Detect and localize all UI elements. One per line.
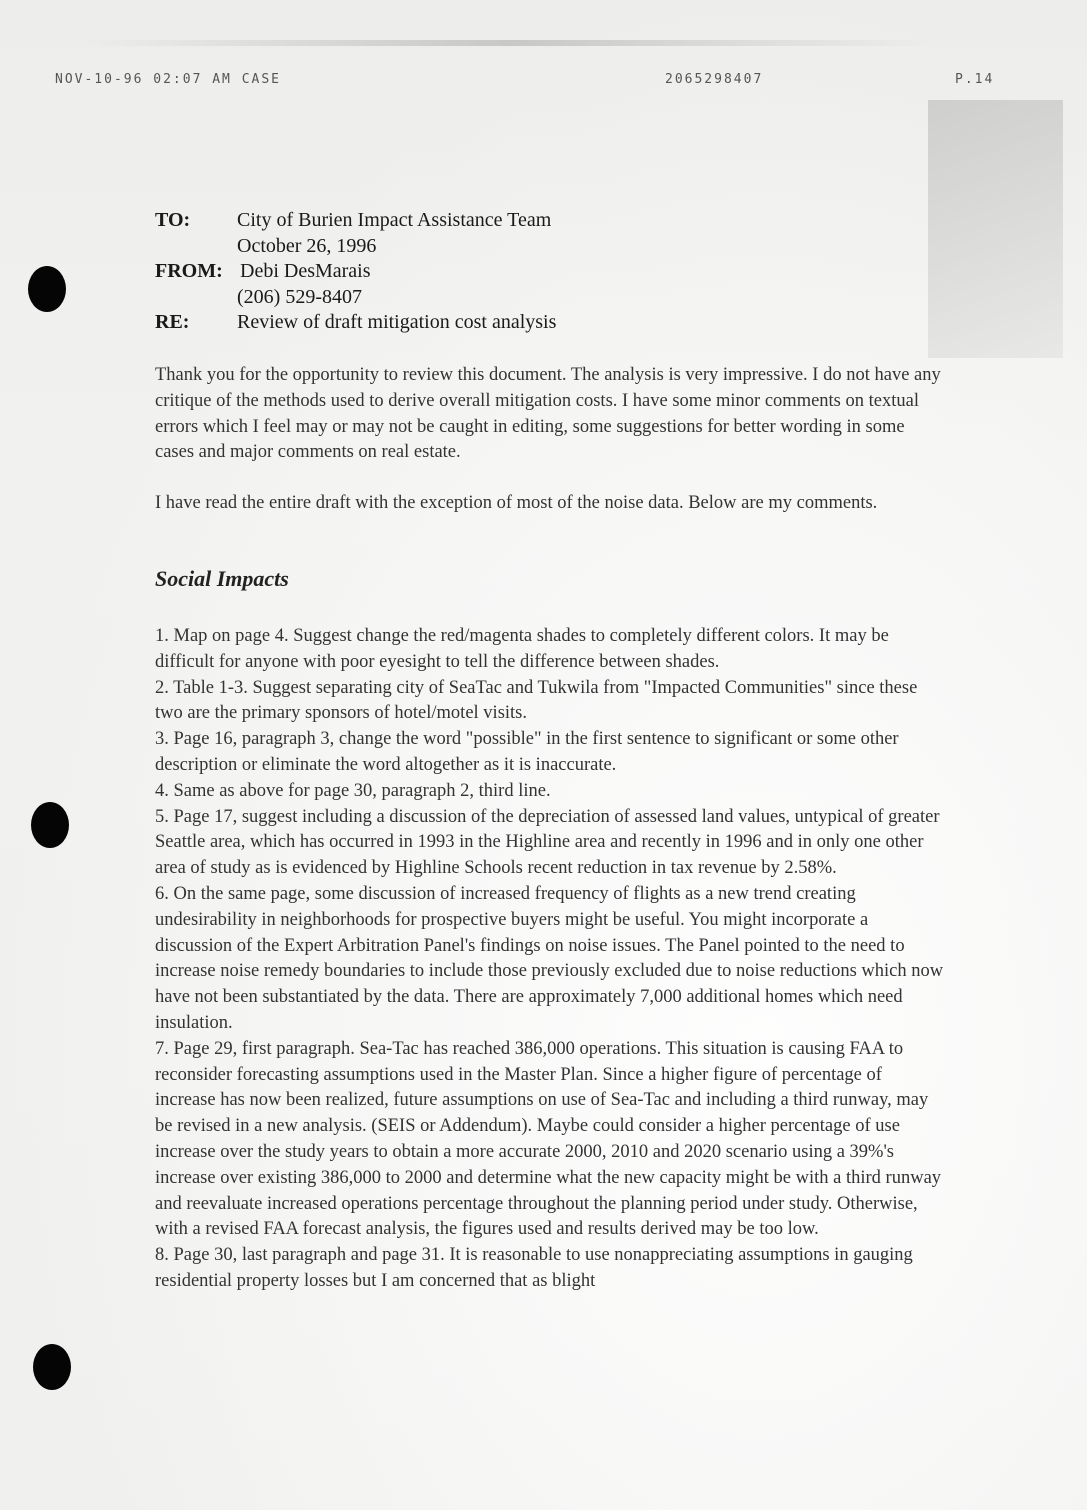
- list-item: 7. Page 29, first paragraph. Sea-Tac has reached 386,000 operations. This situation is causing FAA to reconsider forecasting assumptions used in the Master Plan. Since a higher figure of percentage of increase has now been realized, future assumptions on use of Sea-Tac and including a third runway, may be revised in a new analysis. (SEIS or Addendum). Maybe could consider a higher percentage of use increase over the study years to obtain a more accurate 2000, 2010 and 2020 scenario using a 39%'s increase over existing 386,000 to 2000 and determine what the new capacity might be with a third runway and reevaluate increased operations percentage throughout the planning period under study. Otherwise, with a revised FAA forecast analysis, the figures used and results derived may be too low.: [155, 1038, 942, 1240]
- memo-re-row: [155, 310, 715, 336]
- scan-streak: [80, 40, 940, 46]
- section-heading: Social Impacts: [155, 566, 289, 591]
- memo-to-label: TO:: [155, 209, 191, 231]
- punch-hole: [28, 266, 66, 312]
- memo-from-row: [155, 259, 715, 285]
- page-corner-shadow: [928, 100, 1063, 358]
- list-item: 5. Page 17, suggest including a discussion of the depreciation of assessed land values, untypical of greater Seattle area, which has occurred in 1993 in the Highline area and recently in 1996 and in only one other area of study as is evidenced by Highline Schools recent reduction in tax revenue by 2.58%.: [155, 806, 940, 879]
- fax-header-datetime: NOV-10-96 02:07 AM CASE: [55, 72, 282, 87]
- punch-hole: [33, 1344, 71, 1390]
- list-item: 2. Table 1-3. Suggest separating city of SeaTac and Tukwila from "Impacted Communities" since these two are the primary sponsors of hotel/motel visits.: [155, 677, 918, 724]
- punch-hole: [31, 802, 69, 848]
- list-item: 6. On the same page, some discussion of increased frequency of flights as a new trend creating undesirability in neighborhoods for prospective buyers might be useful. You might incorporate a discussion of the Expert Arbitration Panel's findings on noise issues. The Panel pointed to the need to increase noise remedy boundaries to include those previously excluded due to noise reductions which now have not been substantiated by the data. There are approximately 7,000 additional homes which need insulation.: [155, 883, 944, 1033]
- list-item: 4. Same as above for page 30, paragraph 2, third line.: [155, 780, 551, 801]
- list-item: 8. Page 30, last paragraph and page 31. It is reasonable to use nonappreciating assumptions in gauging residential property losses but I am concerned that as blight: [155, 1245, 913, 1291]
- list-item: 1. Map on page 4. Suggest change the red/magenta shades to completely different colors. It may be difficult for anyone with poor eyesight to tell the difference between shades.: [155, 626, 889, 672]
- memo-re-label: RE:: [155, 311, 190, 333]
- memo-phone-row: [155, 285, 715, 311]
- list-item: 3. Page 16, paragraph 3, change the word "possible" in the first sentence to significant or some other description or eliminate the word altogether as it is inaccurate.: [155, 729, 899, 775]
- memo-to-value: City of Burien Impact Assistance Team: [237, 209, 552, 231]
- fax-header-page: P.14: [955, 72, 995, 87]
- memo-header: [155, 208, 715, 336]
- memo-to-row: [155, 208, 715, 234]
- fax-header: [0, 72, 1087, 92]
- memo-from-label: FROM:: [155, 260, 223, 282]
- intro-paragraph: Thank you for the opportunity to review this document. The analysis is very impressive. I do not have any critique of the methods used to derive overall mitigation costs. I have some minor comments on textual errors which I feel may or may not be caught in editing, some suggestions for better wording in some cases and major comments on real estate.: [155, 365, 941, 463]
- memo-date: October 26, 1996: [237, 234, 377, 257]
- memo-date-row: [155, 234, 715, 260]
- scope-paragraph: I have read the entire draft with the exception of most of the noise data. Below are my comments.: [155, 493, 878, 513]
- comment-list: [155, 624, 945, 1295]
- memo-re-value: Review of draft mitigation cost analysis: [237, 311, 557, 333]
- memo-from-value: Debi DesMarais: [240, 260, 371, 282]
- memo-phone: (206) 529-8407: [237, 285, 362, 308]
- fax-header-phone: 2065298407: [665, 72, 764, 87]
